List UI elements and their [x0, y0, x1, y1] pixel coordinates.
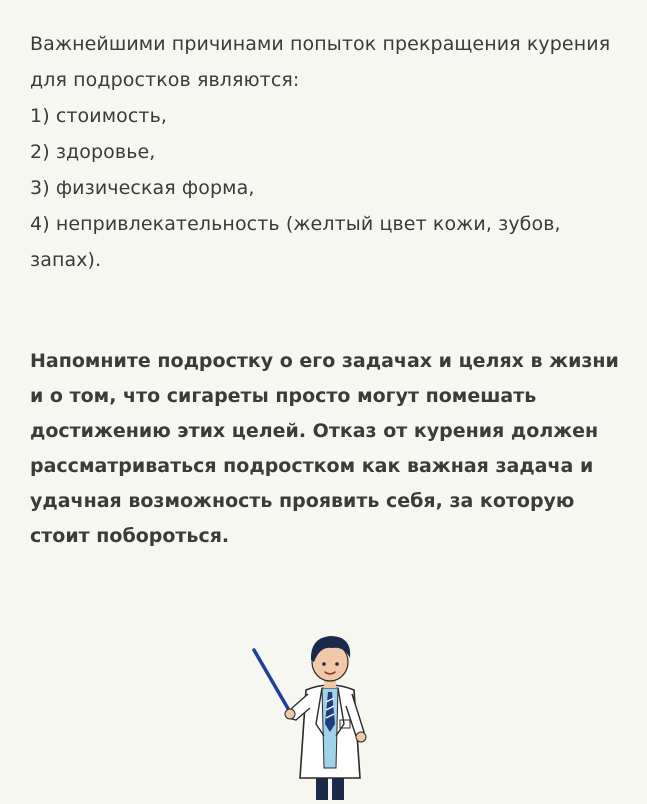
reasons-block	[30, 26, 630, 278]
advice-paragraph: Напомните подростку о его задачах и целях в жизни и о том, что сигареты просто могут помешать достижению этих целей. Отказ от курения должен рассматриваться подростком как важная задача и удачная возможность проявить себя, за которую стоит побороться.	[30, 350, 619, 547]
reason-item: 2) здоровье,	[30, 141, 156, 163]
reasons-heading: Важнейшими причинами попыток прекращения курения для подростков являются:	[30, 33, 611, 91]
reason-item: 4) непривлекательность (желтый цвет кожи, зубов, запах).	[30, 213, 561, 271]
reason-item: 1) стоимость,	[30, 105, 168, 127]
reason-item: 3) физическая форма,	[30, 177, 255, 199]
doctor-with-pointer-icon	[244, 628, 384, 800]
